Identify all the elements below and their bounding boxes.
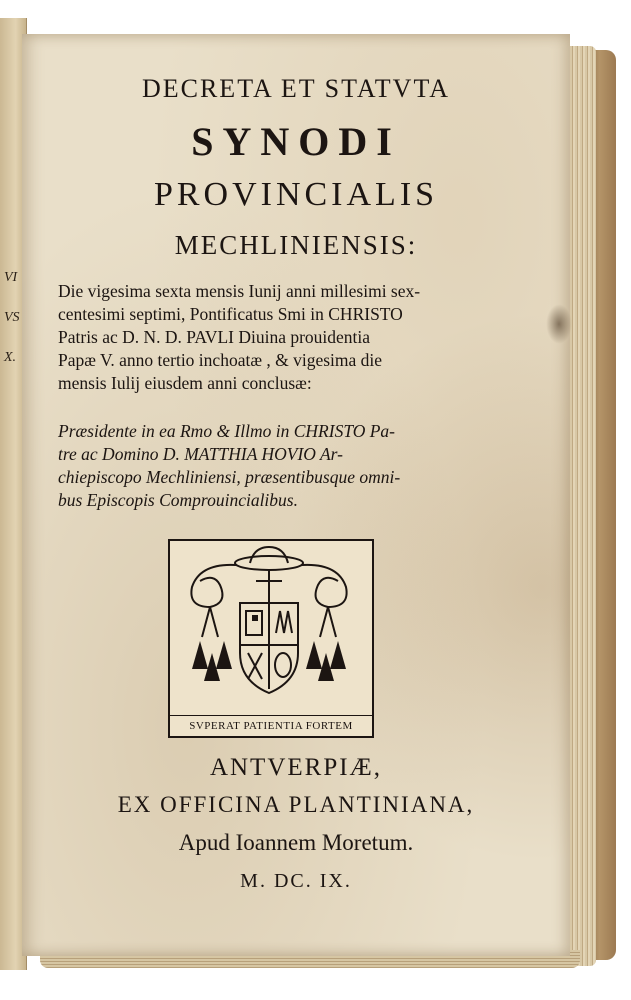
coat-of-arms-woodcut <box>168 539 374 738</box>
paragraph-line: Patris ac D. N. D. PAVLI Diuina prouidentia <box>58 327 371 347</box>
title-line-2: SYNODI <box>191 119 401 164</box>
imprint-year: M. DC. IX. <box>240 870 352 892</box>
paragraph-line: Die vigesima sexta mensis Iunij anni millesimi sex- <box>58 281 421 301</box>
paragraph-line: Papæ V. anno tertio inchoatæ , & vigesima die <box>58 350 383 370</box>
title-line-1: DECRETA ET STATVTA <box>141 74 451 103</box>
paragraph-line: mensis Iulij eiusdem anni conclusæ: <box>58 373 312 393</box>
title-line-4: MECHLINIENSIS: <box>174 230 418 260</box>
presiding-paragraph <box>58 420 538 512</box>
imprint-office: EX OFFICINA PLANTINIANA, <box>117 792 475 817</box>
left-page-fragment: VI <box>4 270 18 285</box>
paragraph-line: bus Episcopis Comprouincialibus. <box>58 490 298 510</box>
title-page <box>22 34 570 956</box>
imprint-printer: Apud Ioannem Moretum. <box>178 830 414 855</box>
paragraph-line: tre ac Domino D. MATTHIA HOVIO Ar- <box>58 444 343 464</box>
synod-dates-paragraph <box>58 280 538 395</box>
paragraph-line: Præsidente in ea Rmo & Illmo in CHRISTO Pa- <box>58 421 396 441</box>
ink-stain <box>546 304 572 344</box>
paragraph-line: chiepiscopo Mechliniensi, præsentibusque omni- <box>58 467 401 487</box>
paragraph-line: centesimi septimi, Pontificatus Smi in CHRISTO <box>58 304 403 324</box>
left-page-fragment: X. <box>4 350 17 365</box>
crest-motto: SVPERAT PATIENTIA FORTEM <box>170 715 372 736</box>
left-page-fragment: VS <box>4 310 20 325</box>
coat-of-arms-icon <box>170 541 368 713</box>
imprint-city: ANTVERPIÆ, <box>209 754 383 781</box>
title-line-3: PROVINCIALIS <box>153 176 439 213</box>
